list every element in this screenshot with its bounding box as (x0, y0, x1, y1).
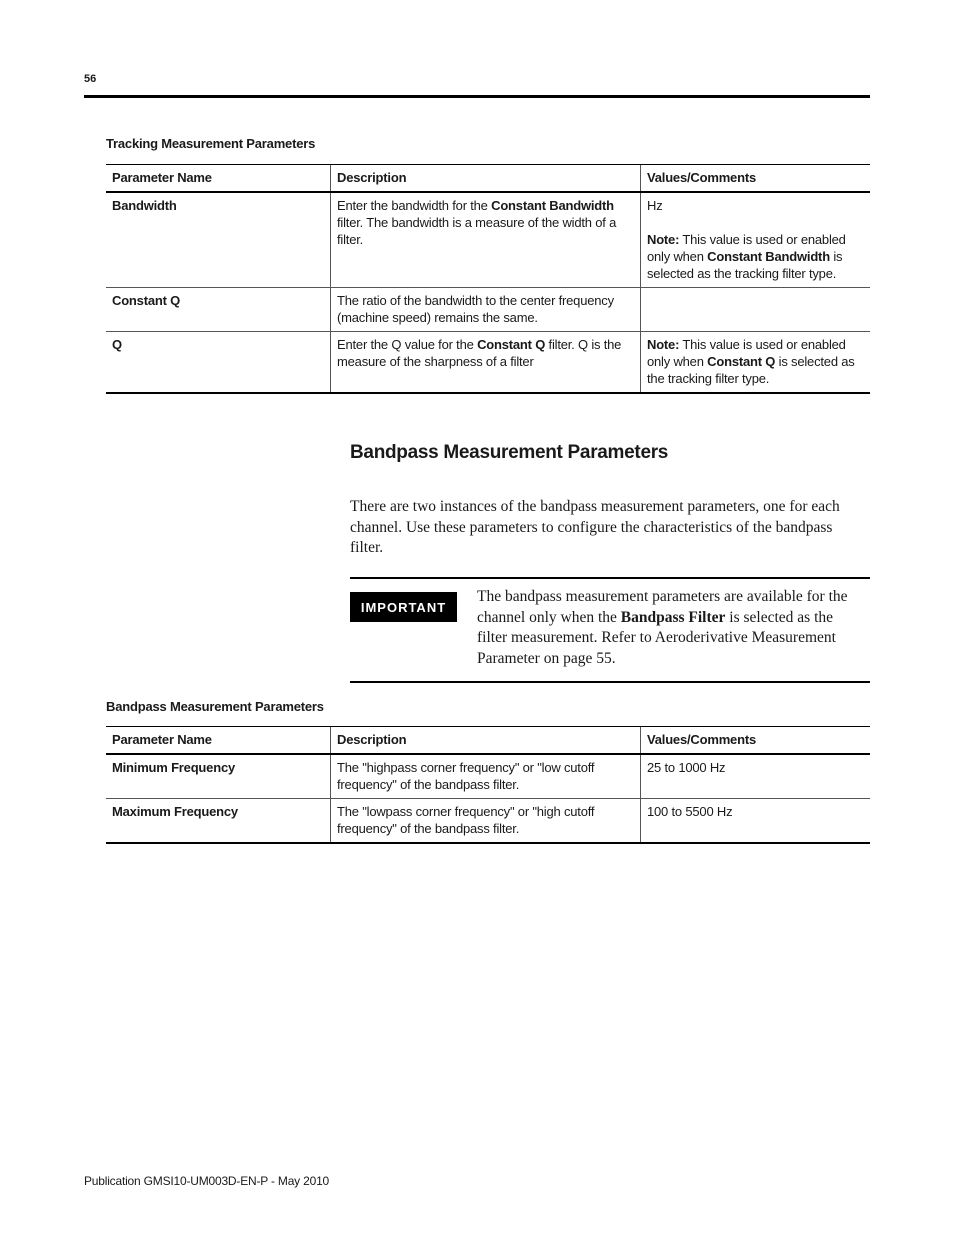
description-emphasis: Constant Q (477, 337, 546, 352)
column-header-parameter-name: Parameter Name (106, 165, 331, 193)
important-text-part: is selected as the filter measurement. Refer to Aeroderivative Measurement Parameter on page 55. (477, 608, 836, 667)
table-row-maximum-frequency (106, 799, 870, 844)
column-header-description: Description (331, 165, 641, 193)
param-name: Bandwidth (106, 192, 331, 288)
note-emphasis: Constant Q (707, 354, 776, 369)
param-description (331, 192, 641, 288)
param-name: Maximum Frequency (106, 799, 331, 844)
table-header-row (106, 165, 870, 193)
note-label: Note: (647, 337, 680, 352)
param-values (641, 288, 871, 332)
table-row-minimum-frequency (106, 754, 870, 799)
publication-footer: Publication GMSI10-UM003D-EN-P - May 2010 (84, 1174, 330, 1188)
important-top-rule (350, 577, 870, 579)
note-text: is selected as the tracking filter type. (647, 249, 843, 281)
param-values: 100 to 5500 Hz (641, 799, 871, 844)
header-rule (84, 95, 870, 98)
spacer (647, 214, 864, 231)
important-text-part: The bandpass measurement parameters are available for the channel only when the (477, 588, 848, 626)
description-text: filter. Q is the measure of the sharpness of a filter (337, 337, 622, 369)
important-bottom-rule (350, 681, 870, 683)
table-header-row (106, 727, 870, 755)
column-header-values-comments: Values/Comments (641, 727, 871, 755)
param-description: The "highpass corner frequency" or "low cutoff frequency" of the bandpass filter. (331, 754, 641, 799)
param-description (331, 332, 641, 394)
table-row-q (106, 332, 870, 394)
table-caption-bandpass: Bandpass Measurement Parameters (106, 699, 324, 714)
note-text: is selected as the tracking filter type. (647, 354, 855, 386)
note-text: This value is used or enabled only when (647, 232, 846, 264)
important-emphasis: Bandpass Filter (620, 608, 726, 626)
column-header-parameter-name: Parameter Name (106, 727, 331, 755)
note-text: This value is used or enabled only when (647, 337, 846, 369)
description-text: filter. The bandwidth is a measure of the width of a filter. (337, 215, 617, 247)
description-text: Enter the Q value for the (337, 337, 478, 352)
param-name: Q (106, 332, 331, 394)
description-emphasis: Constant Bandwidth (491, 198, 614, 213)
table-row-bandwidth (106, 192, 870, 288)
column-header-values-comments: Values/Comments (641, 165, 871, 193)
page-number: 56 (84, 73, 97, 85)
param-values (641, 192, 871, 288)
section-heading: Bandpass Measurement Parameters (350, 442, 669, 463)
section-intro-paragraph: There are two instances of the bandpass measurement parameters, one for each channel. Use these parameters to configure the characteristics of the bandpass filter. (350, 498, 840, 556)
tracking-parameters-table (106, 164, 870, 394)
important-badge: IMPORTANT (350, 592, 457, 622)
param-unit: Hz (647, 198, 663, 213)
param-values (641, 332, 871, 394)
param-description: The ratio of the bandwidth to the center frequency (machine speed) remains the same. (331, 288, 641, 332)
param-note (647, 231, 864, 282)
description-text: Enter the bandwidth for the (337, 198, 492, 213)
param-name: Minimum Frequency (106, 754, 331, 799)
table-row-constant-q (106, 288, 870, 332)
important-text (477, 587, 865, 669)
bandpass-parameters-table (106, 726, 870, 844)
note-label: Note: (647, 232, 680, 247)
param-description: The "lowpass corner frequency" or "high cutoff frequency" of the bandpass filter. (331, 799, 641, 844)
table-caption-tracking: Tracking Measurement Parameters (106, 136, 316, 151)
column-header-description: Description (331, 727, 641, 755)
note-emphasis: Constant Bandwidth (707, 249, 830, 264)
param-name: Constant Q (106, 288, 331, 332)
param-values: 25 to 1000 Hz (641, 754, 871, 799)
